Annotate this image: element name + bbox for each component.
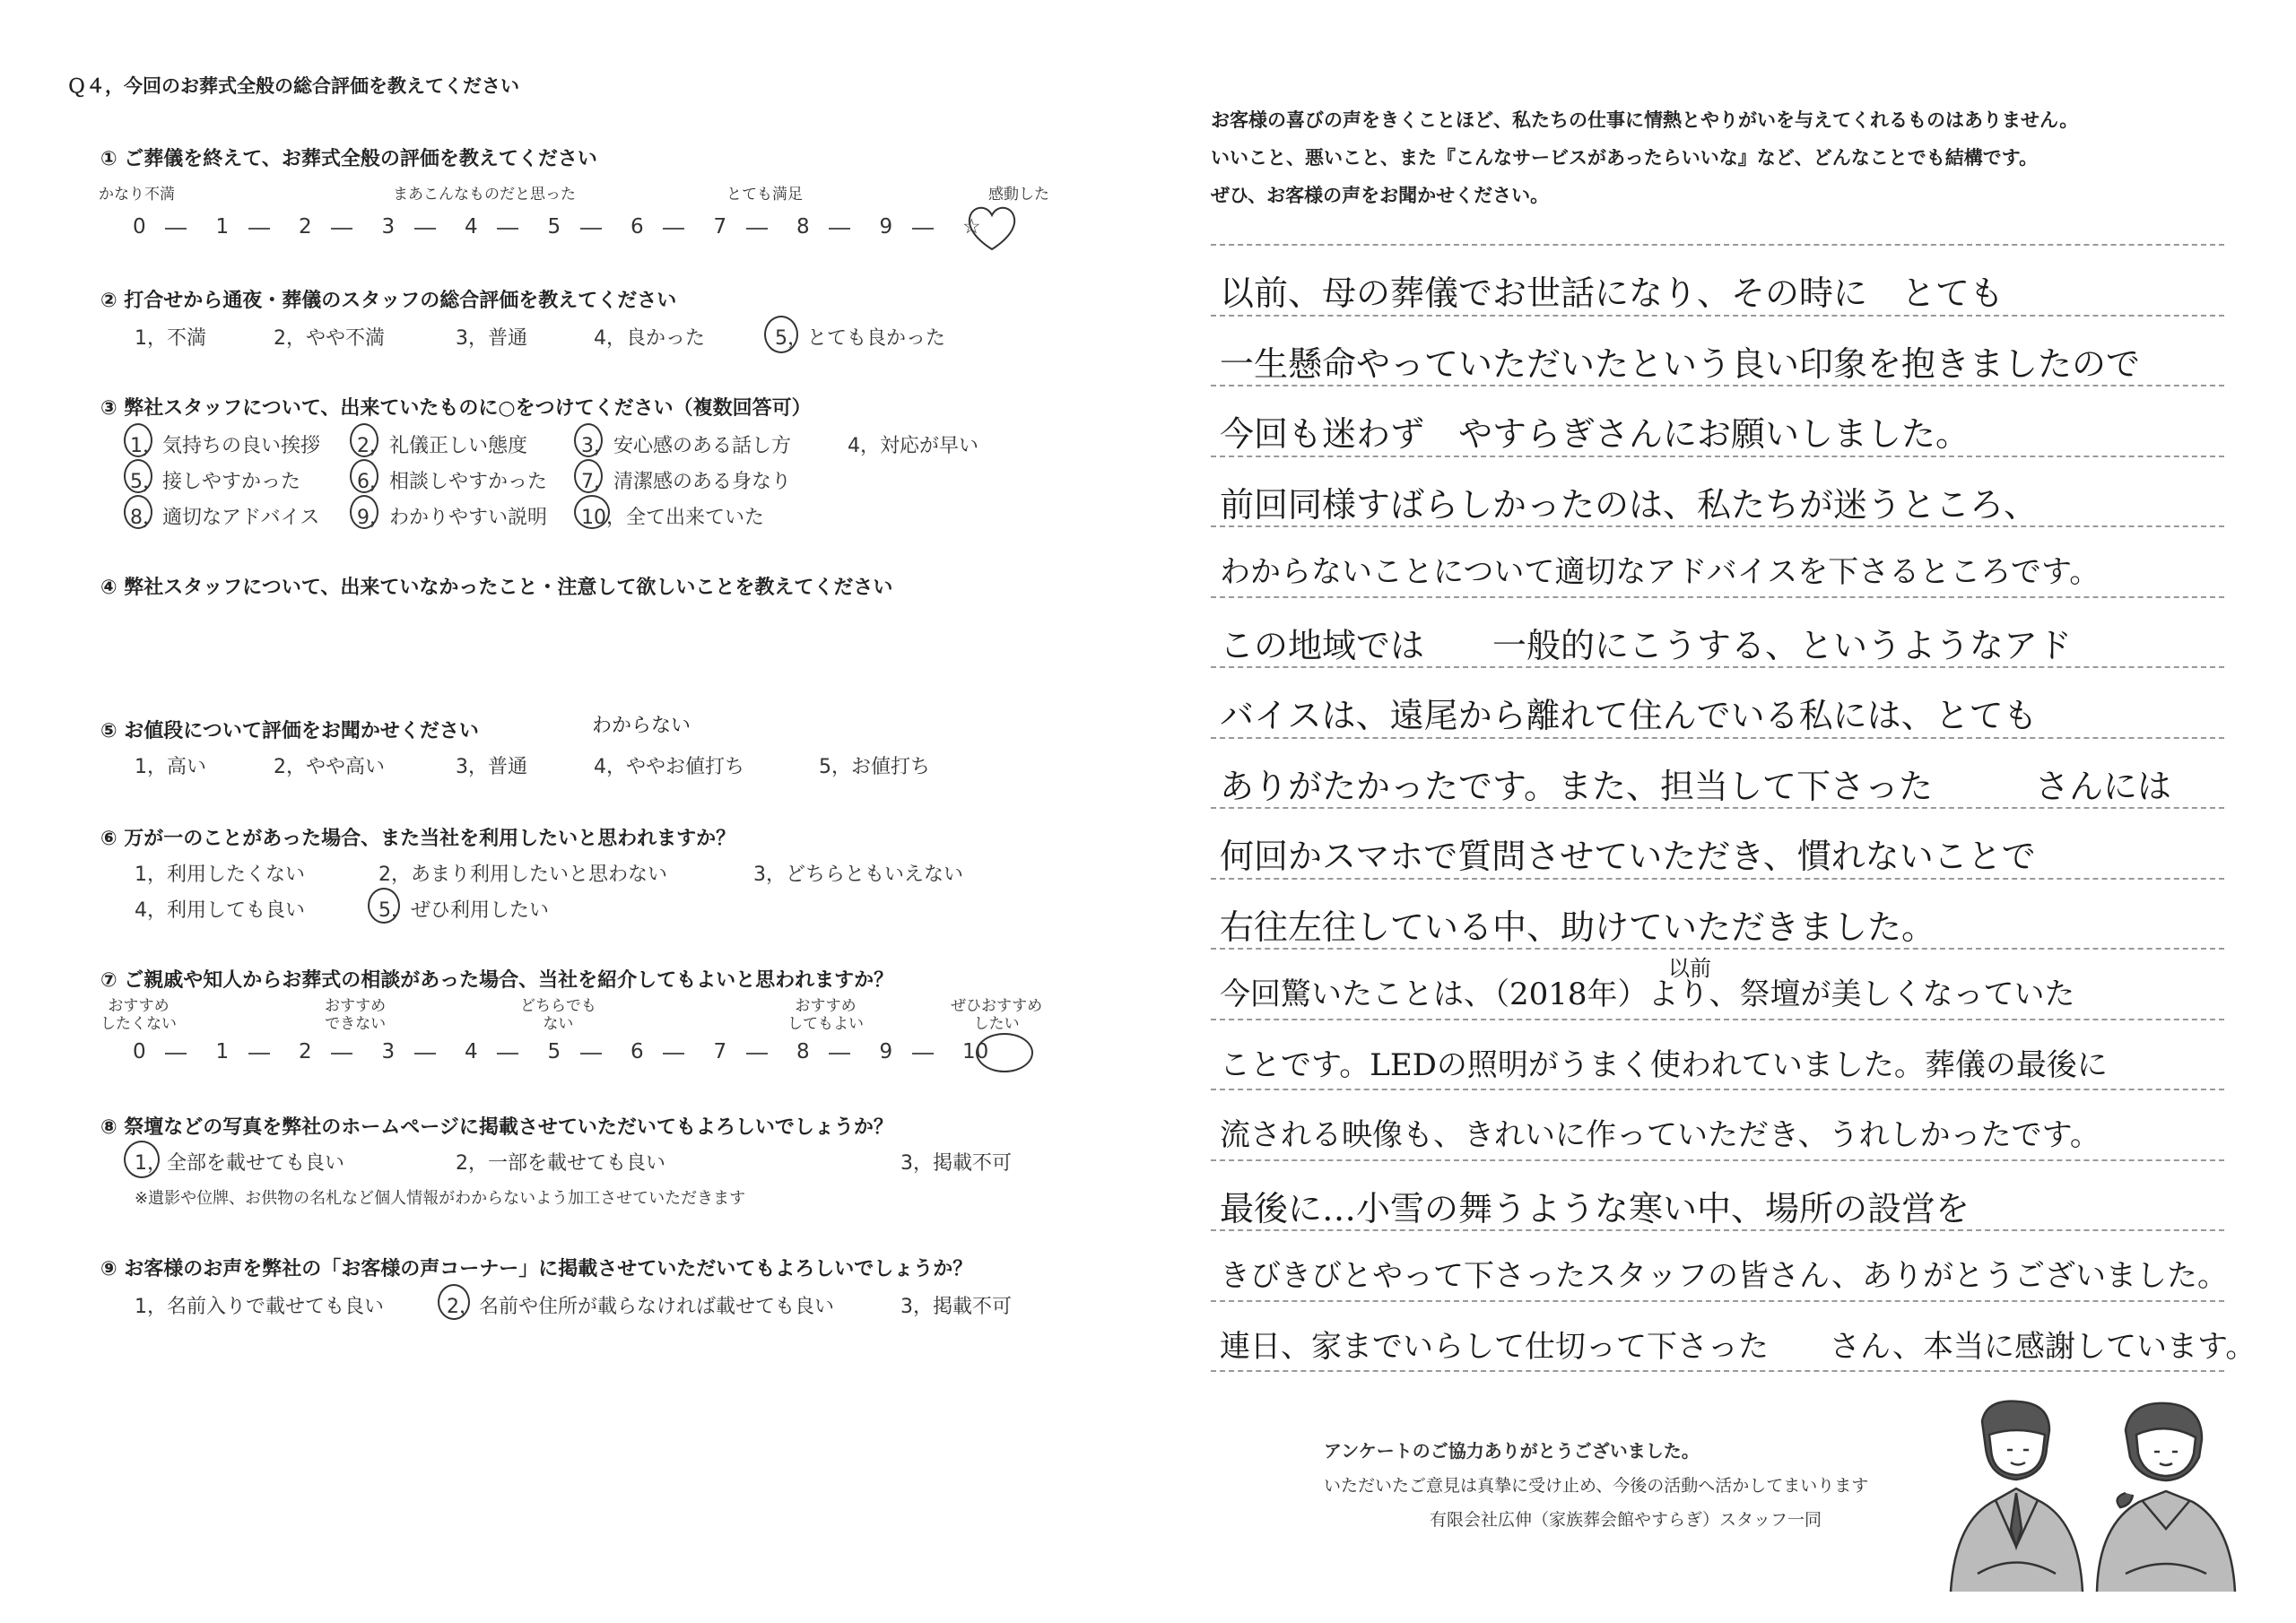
q7-scale-dash <box>248 1053 270 1055</box>
q7-label-0: おすすめ したくない <box>100 997 177 1033</box>
q7-scale-value-4: 4 <box>465 1040 478 1063</box>
q7-label-1: おすすめ できない <box>325 997 387 1033</box>
q1-label-2: とても満足 <box>726 186 803 204</box>
q7-scale-value-7: 7 <box>713 1040 727 1063</box>
q7-scale-value-9: 9 <box>879 1040 893 1063</box>
q5-option-4: 4，ややお値打ち <box>594 756 744 778</box>
q3-option-7: 7，清潔感のある身なり <box>581 471 791 493</box>
handwritten-line-6: この地域では 一般的にこうする、というようなアド <box>1220 625 2073 665</box>
q1-scale-value-0: 0 <box>133 215 146 239</box>
q5-option-5: 5，お値打ち <box>819 756 930 778</box>
q8-note: ※遺影や位牌、お供物の名札など個人情報がわからないよう加工させていただきます <box>135 1189 746 1208</box>
q1-scale-dash <box>912 228 934 230</box>
q9-option-3: 3，掲載不可 <box>900 1296 1012 1318</box>
heart-circle-mark <box>965 203 1019 253</box>
handwritten-line-10: 右往左往している中、助けていただきました。 <box>1220 907 1936 947</box>
q7-scale-dash <box>165 1053 187 1055</box>
footer-company: 有限会社広伸（家族葬会館やすらぎ）スタッフ一同 <box>1430 1510 1822 1530</box>
q8-selected-circle <box>124 1141 160 1178</box>
q7-scale-dash <box>663 1053 684 1055</box>
q3-circle-5 <box>124 459 152 493</box>
q7-scale-dash <box>414 1053 436 1055</box>
q6-option-3: 3，どちらともいえない <box>753 864 963 886</box>
staff-illustration <box>1946 1394 2242 1596</box>
q7-heading: ⑦ ご親戚や知人からお葬式の相談があった場合、当社を紹介してもよいと思われますか？ <box>100 969 894 992</box>
footer-message: いただいたご意見は真摯に受け止め、今後の活動へ活かしてまいります <box>1324 1476 1869 1496</box>
q7-scale-value-1: 1 <box>215 1040 230 1063</box>
q9-selected-circle <box>438 1284 470 1320</box>
handwritten-line-16: 連日、家までいらして仕切って下さった さん、本当に感謝しています。 <box>1220 1328 2257 1365</box>
q3-option-2: 2，礼儀正しい態度 <box>357 435 527 457</box>
handwritten-line-12: ことです。LEDの照明がうまく使われていました。葬儀の最後に <box>1220 1046 2108 1083</box>
q7-label-2: どちらでも ない <box>520 997 596 1033</box>
handwritten-above-note: 以前 <box>1668 956 1711 981</box>
q3-option-3: 3，安心感のある話し方 <box>581 435 791 457</box>
q1-label-3: 感動した <box>988 186 1049 204</box>
q2-option-5: 5，とても良かった <box>775 327 945 350</box>
q7-scale-dash <box>497 1053 518 1055</box>
q3-circle-7 <box>574 459 603 493</box>
q7-scale-dash <box>331 1053 352 1055</box>
handwritten-line-1: 以前、母の葬儀でお世話になり、その時に とても <box>1220 273 2005 313</box>
q3-option-10: 10，全て出来ていた <box>581 507 764 529</box>
q5-option-3: 3，普通 <box>456 756 527 778</box>
q3-option-9: 9，わかりやすい説明 <box>357 507 547 529</box>
q3-circle-2 <box>350 423 378 457</box>
q3-circle-10 <box>574 495 610 529</box>
q7-scale-value-8: 8 <box>796 1040 810 1063</box>
ruled-line <box>1211 1300 2224 1302</box>
ruled-line <box>1211 1089 2224 1090</box>
handwritten-line-11: 今回驚いたことは、（2018年）より、祭壇が美しくなっていた <box>1220 976 2075 1012</box>
handwritten-line-14: 最後に…小雪の舞うような寒い中、場所の設営を <box>1220 1188 1970 1228</box>
ruled-line <box>1211 1159 2224 1161</box>
q7-label-3: おすすめ してもよい <box>787 997 864 1033</box>
q3-circle-3 <box>574 423 603 457</box>
q7-scale-value-2: 2 <box>299 1040 312 1063</box>
q3-circle-9 <box>350 495 378 529</box>
intro-line-1: お客様の喜びの声をきくことほど、私たちの仕事に情熱とやりがいを与えてくれるものはありません。 <box>1211 109 2079 131</box>
q1-scale-dash <box>663 228 684 230</box>
q7-scale-dash <box>746 1053 768 1055</box>
q6-option-1: 1，利用したくない <box>135 864 305 886</box>
q1-scale-value-1: 1 <box>215 215 230 239</box>
q3-heading: ③ 弊社スタッフについて、出来ていたものに○をつけてください（複数回答可） <box>100 397 812 420</box>
q7-selected-circle <box>976 1033 1033 1072</box>
q2-option-3: 3，普通 <box>456 327 527 350</box>
q7-scale-dash <box>829 1053 850 1055</box>
q7-scale-value-3: 3 <box>381 1040 396 1063</box>
q6-selected-circle <box>368 888 400 924</box>
q3-option-1: 1，気持ちの良い挨拶 <box>130 435 320 457</box>
q6-option-4: 4，利用しても良い <box>135 899 305 922</box>
q1-scale-dash <box>746 228 768 230</box>
q4-heading: ④ 弊社スタッフについて、出来ていなかったこと・注意して欲しいことを教えてください <box>100 577 893 599</box>
q5-option-1: 1，高い <box>135 756 206 778</box>
q2-selected-circle <box>764 316 798 353</box>
q3-circle-1 <box>124 423 152 457</box>
q6-option-2: 2，あまり利用したいと思わない <box>378 864 667 886</box>
q1-scale-value-8: 8 <box>796 215 810 239</box>
q8-option-3: 3，掲載不可 <box>900 1152 1012 1175</box>
q1-label-1: まあこんなものだと思った <box>393 186 576 204</box>
q2-option-1: 1，不満 <box>135 327 206 350</box>
ruled-line <box>1211 1370 2224 1372</box>
intro-line-2: いいこと、悪いこと、また『こんなサービスがあったらいいな』など、どんなことでも結構です。 <box>1211 147 2039 169</box>
handwritten-line-5: わからないことについて適切なアドバイスを下さるところです。 <box>1220 554 2100 590</box>
handwritten-line-8: ありがたかったです。また、担当して下さった さんには <box>1220 766 2171 806</box>
handwritten-line-3: 今回も迷わず やすらぎさんにお願いしました。 <box>1220 414 1970 454</box>
q3-option-8: 8，適切なアドバイス <box>130 507 320 529</box>
q3-circle-8 <box>124 495 152 529</box>
footer-thanks: アンケートのご協力ありがとうございました。 <box>1324 1440 1700 1462</box>
q1-scale-value-7: 7 <box>713 215 727 239</box>
q3-circle-6 <box>350 459 378 493</box>
q1-scale-value-5: 5 <box>547 215 561 239</box>
q5-option-2: 2，やや高い <box>274 756 385 778</box>
handwritten-line-4: 前回同様すばらしかったのは、私たちが迷うところ、 <box>1220 484 2039 525</box>
survey-title: Ｑ４，今回のお葬式全般の総合評価を教えてください <box>67 75 519 97</box>
q8-option-1: 1，全部を載せても良い <box>135 1152 344 1175</box>
q1-scale-value-6: 6 <box>631 215 644 239</box>
q2-option-2: 2，やや不満 <box>274 327 385 350</box>
q7-label-4: ぜひおすすめ したい <box>951 997 1043 1033</box>
q8-heading: ⑧ 祭壇などの写真を弊社のホームページに掲載させていただいてもよろしいでしょうか？ <box>100 1116 893 1139</box>
handwritten-line-15: きびきびとやって下さったスタッフの皆さん、ありがとうございました。 <box>1220 1258 2229 1294</box>
ruled-line <box>1211 596 2224 598</box>
q3-option-4: 4，対応が早い <box>848 435 978 457</box>
q1-scale-dash <box>829 228 850 230</box>
q1-scale-dash <box>497 228 518 230</box>
q9-option-2: 2，名前や住所が載らなければ載せても良い <box>447 1296 834 1318</box>
ruled-line <box>1211 244 2224 246</box>
q1-scale-dash <box>165 228 187 230</box>
q7-scale-value-6: 6 <box>631 1040 644 1063</box>
q5-handwritten-note: わからない <box>592 715 691 737</box>
q3-option-5: 5，接しやすかった <box>130 471 300 493</box>
q3-option-6: 6，相談しやすかった <box>357 471 547 493</box>
q5-heading: ⑤ お値段について評価をお聞かせください <box>100 720 479 742</box>
q7-scale-value-0: 0 <box>133 1040 146 1063</box>
handwritten-line-7: バイスは、遠尾から離れて住んでいる私には、とても <box>1220 696 2038 735</box>
q7-scale-value-10: 10 <box>962 1040 989 1063</box>
handwritten-line-2: 一生懸命やっていただいたという良い印象を抱きましたので <box>1220 343 2141 384</box>
q1-scale-value-9: 9 <box>879 215 893 239</box>
q1-scale-dash <box>580 228 602 230</box>
q7-scale-dash <box>912 1053 934 1055</box>
q1-scale-dash <box>248 228 270 230</box>
q8-option-2: 2，一部を載せても良い <box>456 1152 665 1175</box>
q7-scale-value-5: 5 <box>547 1040 561 1063</box>
q1-heading: ① ご葬儀を終えて、お葬式全般の評価を教えてください <box>100 148 597 170</box>
q1-label-0: かなり不満 <box>99 186 175 204</box>
q2-option-4: 4，良かった <box>594 327 705 350</box>
q1-scale-value-4: 4 <box>465 215 478 239</box>
q6-option-5: 5，ぜひ利用したい <box>378 899 549 922</box>
q1-scale-value-10: ☆ <box>962 215 981 239</box>
q9-heading: ⑨ お客様のお声を弊社の「お客様の声コーナー」に掲載させていただいてもよろしいでしょうか？ <box>100 1258 973 1280</box>
handwritten-line-13: 流される映像も、きれいに作っていただき、うれしかったです。 <box>1220 1117 2100 1153</box>
intro-line-3: ぜひ、お客様の声をお聞かせください。 <box>1211 185 1550 206</box>
q9-option-1: 1，名前入りで載せても良い <box>135 1296 384 1318</box>
q1-scale-dash <box>414 228 436 230</box>
q1-scale-dash <box>331 228 352 230</box>
ruled-line <box>1211 1019 2224 1020</box>
q2-heading: ② 打合せから通夜・葬儀のスタッフの総合評価を教えてください <box>100 290 677 312</box>
q7-scale-dash <box>580 1053 602 1055</box>
q1-scale-value-3: 3 <box>381 215 396 239</box>
q6-heading: ⑥ 万が一のことがあった場合、また当社を利用したいと思われますか？ <box>100 828 736 850</box>
q1-scale-value-2: 2 <box>299 215 312 239</box>
handwritten-line-9: 何回かスマホで質問させていただき、慣れないことで <box>1220 837 2036 876</box>
